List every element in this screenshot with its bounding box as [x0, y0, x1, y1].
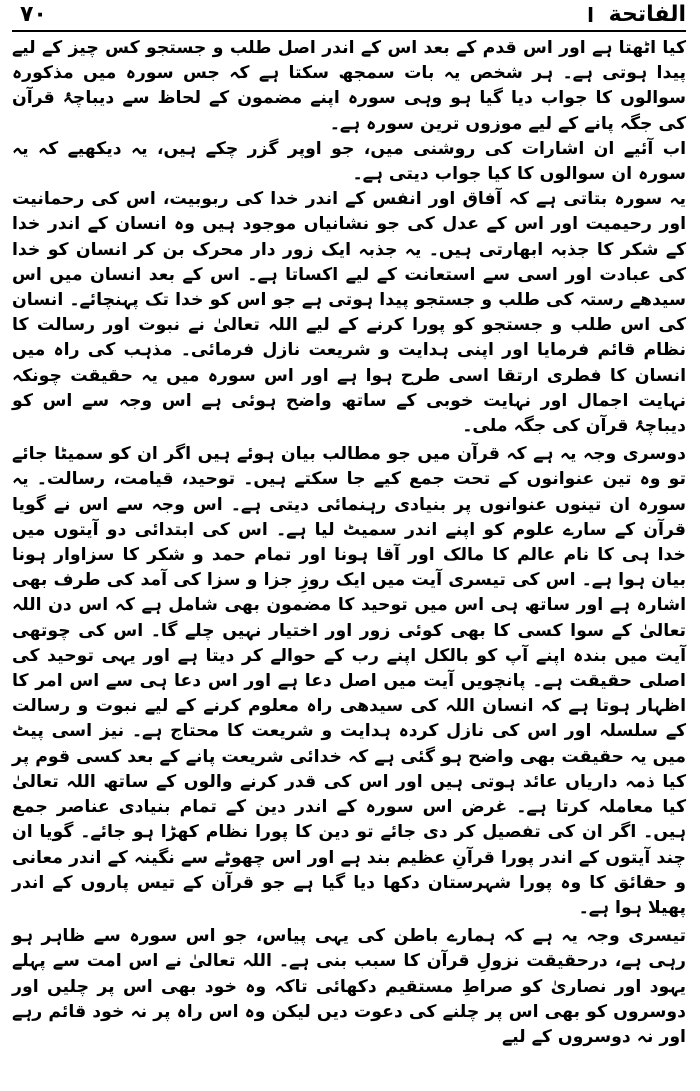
paragraph-2: اب آئیے ان اشارات کی روشنی میں، جو اوپر گزر چکے ہیں، یہ دیکھیے کہ یہ سورہ ان سوالوں کا کیا جواب دیتی ہے۔ — [12, 138, 686, 185]
paragraph-5: تیسری وجہ یہ ہے کہ ہمارے باطن کی یہی پیاس، جو اس سورہ سے ظاہر ہو رہی ہے، درحقیقت نزولِ قرآن کا سبب بنی ہے۔ اللہ تعالیٰ نے اس امت سے پہلے یہود اور نصاریٰ کو صراطِ مستقیم دکھائی تاکہ وہ خود بھی اس پر چلیں اور دوسروں کو بھی اس پر چلنے کی دعوت دیں لیکن وہ اس راہ پر نہ خود قائم رہے اور نہ دوسروں کے لیے — [12, 926, 686, 1047]
running-header — [12, 0, 686, 32]
surah-title: الفاتحة — [608, 2, 686, 27]
header-separator: ا — [587, 3, 594, 27]
page-number: ٧٠ — [20, 2, 47, 27]
paragraph-1: کیا اٹھتا ہے اور اس قدم کے بعد اس کے اندر اصل طلب و جستجو کس چیز کے لیے پیدا ہوتی ہے۔ ہر شخص یہ بات سمجھ سکتا ہے کہ جس سورہ میں مذکورہ سوالوں کا جواب دیا گیا ہو وہی سورہ اپنے مضمون کے لحاظ سے دیباچۂ قرآن کی جگہ پانے کے لیے موزوں ترین سورہ ہے۔ — [12, 38, 686, 134]
paragraph-4: دوسری وجہ یہ ہے کہ قرآن میں جو مطالب بیان ہوئے ہیں اگر ان کو سمیٹا جائے تو وہ تین عنوانوں کے تحت جمع کیے جا سکتے ہیں۔ توحید، قیامت، رسالت۔ یہ سورہ ان تینوں عنوانوں پر بنیادی رہنمائی دیتی ہے۔ اس وجہ سے اس نے گویا قرآن کے سارے علوم کو اپنے اندر سمیٹ لیا ہے۔ اس کی ابتدائی دو آیتوں میں خدا ہی کا نام عالم کا مالک اور آقا ہونا اور تمام حمد و شکر کا سزاوار ہونا بیان ہوا ہے۔ اس کی تیسری آیت میں ایک روزِ جزا و سزا کی آمد کی طرف بھی اشارہ ہے اور ساتھ ہی اس میں توحید کا مضمون بھی شامل ہے کہ اس دن اللہ تعالیٰ کے سوا کسی کا بھی کوئی زور اور اختیار نہیں چلے گا۔ اس کی چوتھی آیت میں بندہ اپنے آپ کو بالکل اپنے رب کے حوالے کر دیتا ہے اور یہی توحید کی اصلی حقیقت ہے۔ پانچویں آیت میں اصل دعا ہے اور اس دعا ہی سے اس امر کا اظہار ہوتا ہے کہ انسان اللہ کی سیدھی راہ معلوم کرنے کے لیے نبوت و رسالت کے سلسلہ اور اس کی نازل کردہ ہدایت و شریعت کا محتاج ہے۔ نیز اسی پیٹ میں یہ حقیقت بھی واضح ہو گئی ہے کہ خدائی شریعت پانے کے بعد کسی قوم پر کیا ذمہ داریاں عائد ہوتی ہیں اور اس کی قدر کرنے والوں کے ساتھ اللہ تعالیٰ کیا معاملہ کرتا ہے۔ غرض اس سورہ کے اندر دین کے تمام بنیادی عناصر جمع ہیں۔ اگر ان کی تفصیل کر دی جائے تو دین کا پورا نظام کھڑا ہو جائے۔ گویا ان چند آیتوں کے اندر پورا قرآنِ عظیم بند ہے اور اس چھوٹے سے نگینہ کے اندر معانی و حقائق کا وہ پورا شہرستان دکھا دیا گیا ہے جو قرآن کے تیس پاروں کے اندر پھیلا ہوا ہے۔ — [12, 444, 686, 918]
paragraph-3: یہ سورہ بتاتی ہے کہ آفاق اور انفس کے اندر خدا کی ربوبیت، اس کی رحمانیت اور رحیمیت اور اس کے عدل کی جو نشانیاں موجود ہیں وہ انسان کے اندر خدا کے شکر کا جذبہ ابھارتی ہیں۔ یہ جذبہ ایک زور دار محرک بن کر انسان کو خدا کی عبادت اور اسی سے استعانت کے لیے اکساتا ہے۔ اس کے بعد انسان میں اس سیدھے رستہ کی طلب و جستجو پیدا ہوتی ہے جو اس کو خدا تک پہنچائے۔ انسان کی اس طلب و جستجو کو پورا کرنے کے لیے اللہ تعالیٰ نے نبوت اور رسالت کا نظام قائم فرمایا اور اپنی ہدایت و شریعت نازل فرمائی۔ مذہب کی راہ میں انسان کا فطری ارتقا اسی طرح ہوا ہے اور اس سورہ میں یہ حقیقت چونکہ نہایت اجمال اور نہایت خوبی کے ساتھ واضح ہوئی ہے اس وجہ سے اس کو دیباچۂ قرآن کی جگہ ملی۔ — [12, 189, 686, 437]
page-body — [12, 36, 686, 1087]
